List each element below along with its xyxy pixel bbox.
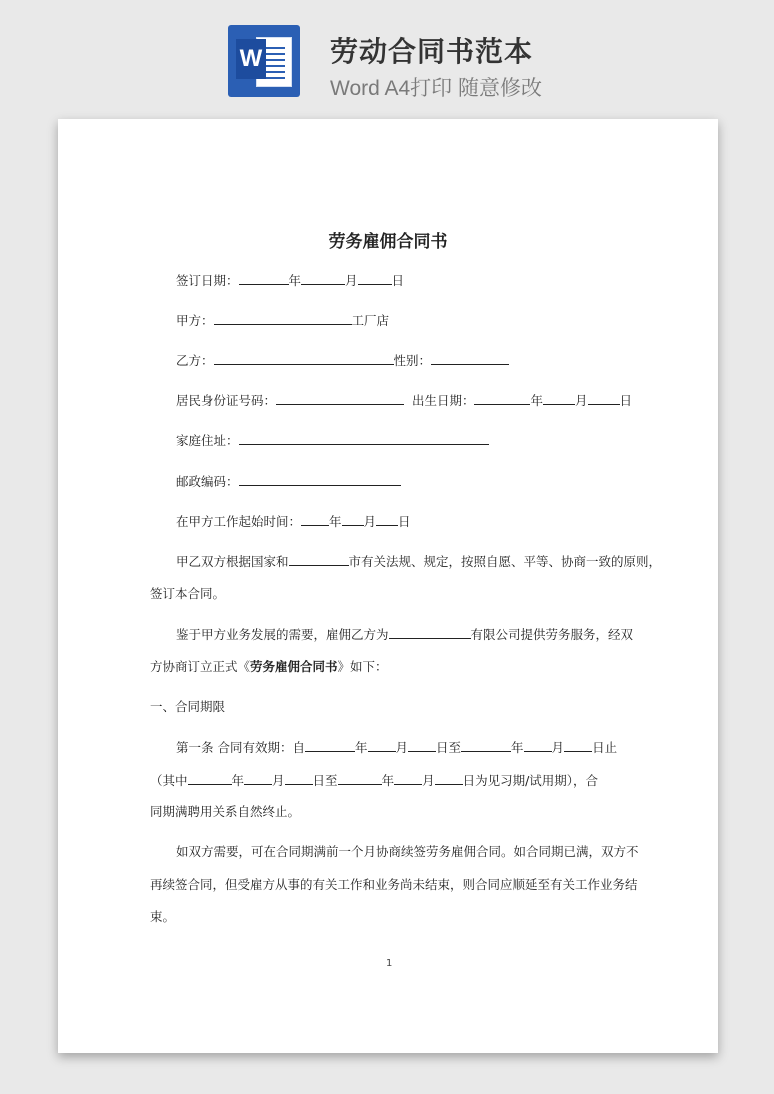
text: （其中 xyxy=(150,773,188,788)
header xyxy=(0,0,774,110)
paragraph-3-line-3: 束。 xyxy=(150,909,176,924)
month-label: 月 xyxy=(422,773,435,788)
year-label: 年 xyxy=(530,393,543,408)
paragraph-1-line-2: 签订本合同。 xyxy=(150,586,226,601)
id-number-line xyxy=(176,390,632,411)
paragraph-2-line-2 xyxy=(150,657,388,677)
id-number-label: 居民身份证号码： xyxy=(176,393,277,408)
blank[interactable] xyxy=(543,390,575,405)
text: 鉴于甲方业务发展的需要，雇佣乙方为 xyxy=(176,627,389,642)
year-label: 年 xyxy=(329,514,342,529)
blank[interactable] xyxy=(461,737,511,752)
party-a-suffix: 工厂店 xyxy=(351,313,390,328)
blank[interactable] xyxy=(431,350,509,365)
party-b-label: 乙方： xyxy=(176,353,214,368)
paragraph-2-line-1 xyxy=(176,624,633,645)
month-label: 月 xyxy=(551,740,565,755)
section-heading: 一、合同期限 xyxy=(150,699,226,714)
text: 市有关法规、规定，按照自愿、平等、协商一致的原则， xyxy=(348,554,662,569)
day-label: 日 xyxy=(391,273,405,288)
sign-date-label: 签订日期： xyxy=(176,273,239,288)
blank[interactable] xyxy=(301,270,345,285)
text: 日止 xyxy=(592,740,618,755)
text: 日至 xyxy=(312,773,338,788)
blank[interactable] xyxy=(524,737,552,752)
month-label: 月 xyxy=(395,740,409,755)
paragraph-1-line-1 xyxy=(176,551,661,572)
banner-subtitle: Word A4打印 随意修改 xyxy=(330,77,542,100)
day-label: 日 xyxy=(619,393,633,408)
blank[interactable] xyxy=(358,270,392,285)
address-line xyxy=(176,430,489,451)
blank[interactable] xyxy=(389,624,471,639)
word-letter: W xyxy=(236,39,266,79)
blank[interactable] xyxy=(376,511,398,526)
blank[interactable] xyxy=(368,737,396,752)
postcode-line xyxy=(176,471,401,492)
year-label: 年 xyxy=(511,740,524,755)
blank[interactable] xyxy=(214,350,394,365)
text: 》如下： xyxy=(337,659,388,674)
text: 有限公司提供劳务服务，经双 xyxy=(470,627,634,642)
address-label: 家庭住址： xyxy=(176,433,239,448)
blank[interactable] xyxy=(394,770,422,785)
blank[interactable] xyxy=(214,310,352,325)
year-label: 年 xyxy=(288,273,302,288)
paragraph-3-line-1: 如双方需要，可在合同期满前一个月协商续签劳务雇佣合同。如合同期已满，双方不 xyxy=(176,844,639,859)
year-label: 年 xyxy=(381,773,395,788)
birth-date-label: 出生日期： xyxy=(411,393,475,408)
blank[interactable] xyxy=(564,737,592,752)
page-number: 1 xyxy=(386,958,393,969)
month-label: 月 xyxy=(345,273,358,288)
document-page xyxy=(58,119,718,1053)
month-label: 月 xyxy=(575,393,588,408)
month-label: 月 xyxy=(272,773,285,788)
blank[interactable] xyxy=(435,770,463,785)
postcode-label: 邮政编码： xyxy=(176,474,239,489)
blank[interactable] xyxy=(342,511,364,526)
article-1-line-2 xyxy=(150,770,598,791)
blank[interactable] xyxy=(285,770,313,785)
blank[interactable] xyxy=(239,270,289,285)
party-a-line xyxy=(176,310,389,331)
month-label: 月 xyxy=(363,514,377,529)
blank[interactable] xyxy=(588,390,620,405)
word-icon xyxy=(228,25,300,97)
text: 方协商订立正式《 xyxy=(150,659,251,674)
start-time-line xyxy=(176,511,411,532)
text: 日为见习期/试用期），合 xyxy=(462,773,599,788)
blank[interactable] xyxy=(338,770,382,785)
year-label: 年 xyxy=(231,773,245,788)
text: 第一条 合同有效期：自 xyxy=(176,740,305,755)
blank[interactable] xyxy=(239,471,401,486)
day-label: 日 xyxy=(398,514,411,529)
blank[interactable] xyxy=(408,737,436,752)
blank[interactable] xyxy=(188,770,232,785)
contract-name: 劳务雇佣合同书 xyxy=(250,659,338,674)
start-time-label: 在甲方工作起始时间： xyxy=(176,514,302,529)
paragraph-3-line-2: 再续签合同，但受雇方从事的有关工作和业务尚未结束，则合同应顺延至有关工作业务结 xyxy=(150,877,638,892)
year-label: 年 xyxy=(354,740,368,755)
article-1-line-1 xyxy=(176,737,617,758)
blank[interactable] xyxy=(301,511,329,526)
blank[interactable] xyxy=(305,737,355,752)
document-title: 劳务雇佣合同书 xyxy=(328,232,448,252)
gender-label: 性别： xyxy=(393,353,432,368)
text: 日至 xyxy=(436,740,462,755)
blank[interactable] xyxy=(239,430,489,445)
party-a-label: 甲方： xyxy=(176,313,214,328)
banner-title: 劳动合同书范本 xyxy=(330,35,534,68)
blank[interactable] xyxy=(474,390,530,405)
article-1-line-3: 同期满聘用关系自然终止。 xyxy=(150,804,301,819)
blank[interactable] xyxy=(276,390,404,405)
blank[interactable] xyxy=(244,770,272,785)
text: 甲乙双方根据国家和 xyxy=(176,554,289,569)
blank[interactable] xyxy=(289,551,349,566)
party-b-line xyxy=(176,350,509,371)
sign-date-line xyxy=(176,270,404,291)
